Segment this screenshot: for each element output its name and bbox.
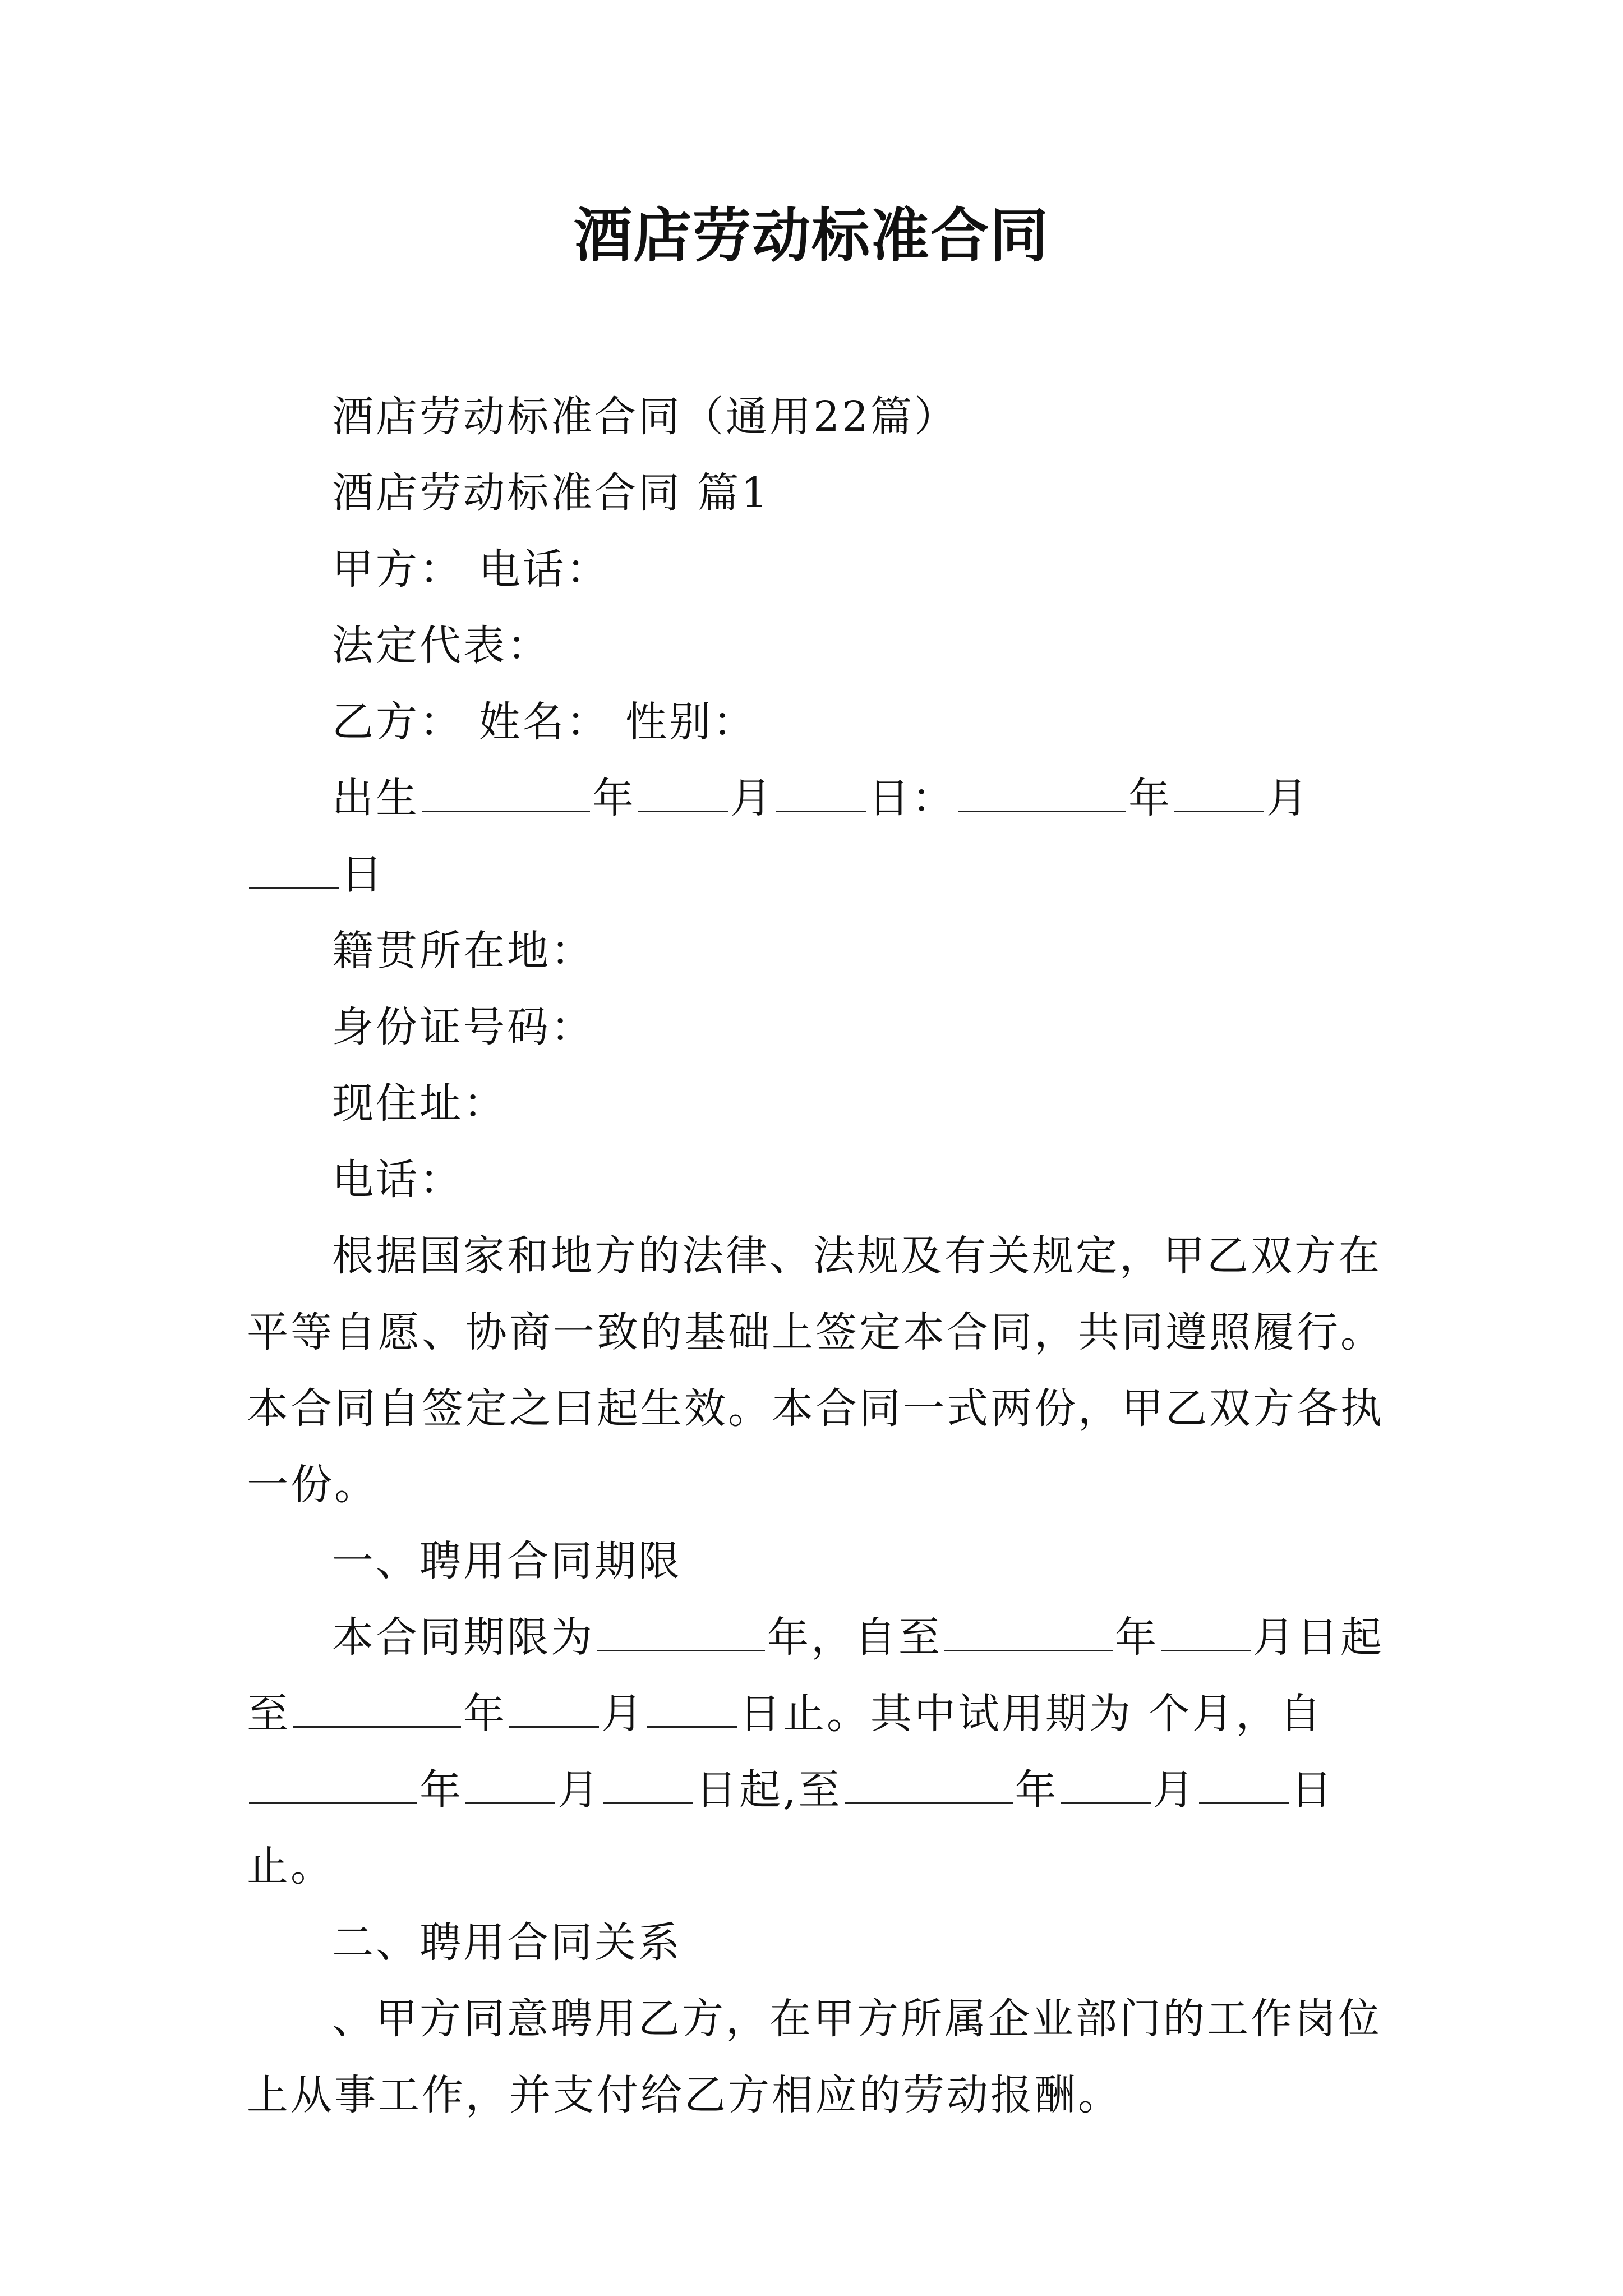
native-place-line: 籍贯所在地： — [332, 927, 594, 975]
blank-trial-end-month — [1061, 1765, 1151, 1804]
term-text-b: 年，自至 — [767, 1613, 942, 1662]
chapter-heading: 酒店劳动标准合同 篇1 — [332, 469, 770, 517]
term-text-c: 年 — [1115, 1613, 1159, 1662]
preamble-paragraph: 根据国家和地方的法律、法规及有关规定，甲乙双方在平等自愿、协商一致的基础上签定本合同，共同遵照履行。本合同自签定之曰起生效。本合同一式两份，甲乙双方各执一份。 — [247, 1232, 1384, 1509]
year-label-2: 年 — [1128, 774, 1172, 822]
birth-year-label: 年 — [592, 774, 636, 822]
term-text-m: 日止。 — [247, 1766, 1335, 1890]
blank-day-2 — [249, 849, 339, 889]
phone-line: 电话： — [332, 1156, 463, 1204]
blank-term-years — [597, 1612, 765, 1651]
birth-day-label: 日： — [868, 774, 956, 822]
legal-rep-line: 法定代表： — [332, 622, 551, 670]
id-number-line: 身份证号码： — [332, 1003, 594, 1051]
birth-line — [247, 760, 1385, 913]
blank-month-2 — [1174, 773, 1264, 812]
birth-month-label: 月 — [730, 774, 774, 822]
blank-trial-start-day — [603, 1765, 693, 1804]
blank-trial-end-day — [1199, 1765, 1289, 1804]
term-text-h: 年 — [419, 1766, 463, 1814]
blank-end-year — [293, 1688, 461, 1728]
term-paragraph — [247, 1599, 1385, 1904]
term-text-j: 日起,至 — [695, 1766, 842, 1814]
term-text-d: 月日起至 — [247, 1613, 1384, 1738]
relation-paragraph: 、甲方同意聘用乙方，在甲方所属企业部门的工作岗位上从事工作，并支付给乙方相应的劳动报酬。 — [247, 1995, 1382, 2119]
term-text-a: 本合同期限为 — [332, 1613, 594, 1662]
day-label-end: 日 — [341, 850, 385, 899]
blank-year-2 — [958, 773, 1126, 812]
document-body — [247, 379, 1385, 2133]
party-b-line: 乙方： 姓名： 性别： — [332, 698, 757, 746]
section-heading-2: 二、聘用合同关系 — [332, 1918, 682, 1967]
blank-trial-start-month — [465, 1765, 555, 1804]
subtitle-line: 酒店劳动标准合同（通用22篇） — [332, 393, 958, 441]
blank-trial-start-year — [249, 1765, 417, 1804]
term-text-e: 年 — [463, 1690, 507, 1738]
party-a-line: 甲方： 电话： — [332, 545, 610, 593]
blank-trial-end-year — [845, 1765, 1013, 1804]
term-text-k: 年 — [1015, 1766, 1059, 1814]
blank-start-year — [944, 1612, 1113, 1651]
term-text-g: 日止。其中试用期为 个月，自 — [739, 1690, 1324, 1738]
blank-end-month — [509, 1688, 599, 1728]
term-text-l: 月 — [1152, 1766, 1197, 1814]
document-title: 酒店劳动标准合同 — [573, 201, 1049, 270]
blank-birth-day — [776, 773, 866, 812]
term-text-i: 月 — [557, 1766, 601, 1814]
address-line: 现住址： — [332, 1079, 507, 1128]
blank-end-day — [647, 1688, 737, 1728]
month-label-2: 月 — [1266, 774, 1310, 822]
blank-birth-month — [638, 773, 728, 812]
blank-birth-year — [422, 773, 590, 812]
term-text-f: 月 — [601, 1690, 645, 1738]
birth-prefix: 出生 — [332, 774, 419, 822]
section-heading-1: 一、聘用合同期限 — [332, 1537, 682, 1585]
blank-start-month — [1161, 1612, 1251, 1651]
